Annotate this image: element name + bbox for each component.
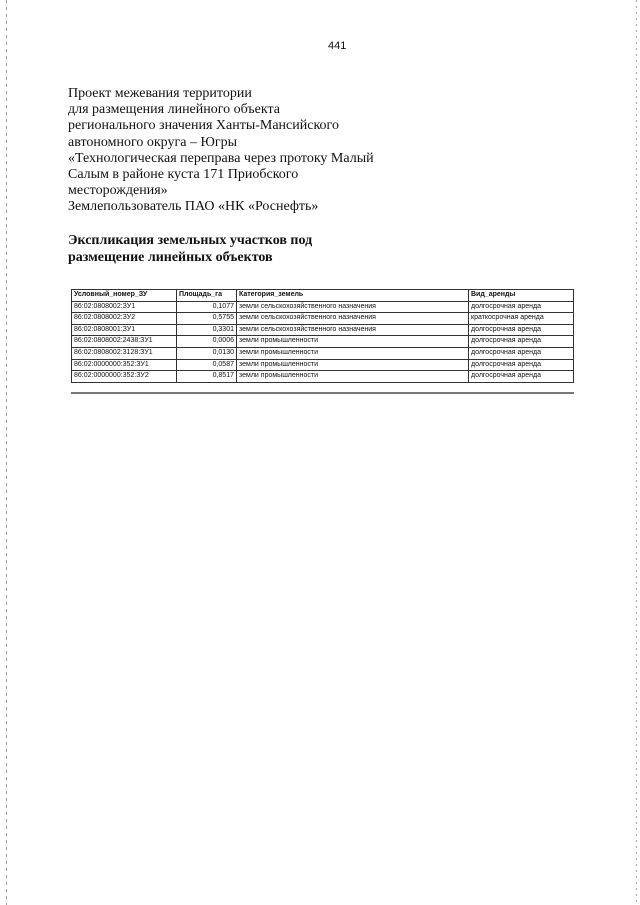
cell-plot-number: 86:02:0808002:ЗУ2 <box>72 313 177 325</box>
cell-area: 0,8517 <box>177 371 237 383</box>
section-title <box>68 232 312 266</box>
cell-land-category: земли промышленности <box>237 371 469 383</box>
cell-land-category: земли промышленности <box>237 347 469 359</box>
cell-land-category: земли промышленности <box>237 336 469 348</box>
cell-lease-type: долгосрочная аренда <box>469 347 574 359</box>
table-row <box>72 359 574 371</box>
cell-lease-type: долгосрочная аренда <box>469 336 574 348</box>
cell-land-category: земли промышленности <box>237 359 469 371</box>
cell-plot-number: 86:02:0808002:3128:ЗУ1 <box>72 347 177 359</box>
land-plots-table <box>71 289 574 383</box>
cell-plot-number: 86:02:0000000:352:ЗУ2 <box>72 371 177 383</box>
cell-area: 0,5755 <box>177 313 237 325</box>
cell-area: 0,1077 <box>177 301 237 313</box>
section-title-line: размещение линейных объектов <box>68 250 273 265</box>
table-header-row <box>72 290 574 302</box>
intro-line: «Технологическая переправа через протоку Малый <box>68 150 374 166</box>
table-row <box>72 313 574 325</box>
scan-edge-left <box>6 0 7 905</box>
cell-lease-type: долгосрочная аренда <box>469 359 574 371</box>
table-row <box>72 301 574 313</box>
header-plot-number: Условный_номер_ЗУ <box>72 290 177 302</box>
scan-edge-right <box>636 0 637 905</box>
intro-line: Землепользователь ПАО «НК «Роснефть» <box>68 199 319 215</box>
page-number: 441 <box>328 40 347 52</box>
project-description <box>68 86 428 216</box>
header-area: Площадь_га <box>177 290 237 302</box>
intro-line: Проект межевания территории <box>68 86 252 101</box>
intro-line: месторождения» <box>68 183 168 199</box>
section-title-line: Экспликация земельных участков под <box>68 233 313 248</box>
intro-line: Салым в районе куста 171 Приобского <box>68 167 299 183</box>
cell-area: 0,3301 <box>177 324 237 336</box>
cell-land-category: земли сельскохозяйственного назначения <box>237 324 469 336</box>
cell-area: 0,0006 <box>177 336 237 348</box>
cell-lease-type: долгосрочная аренда <box>469 371 574 383</box>
cell-land-category: земли сельскохозяйственного назначения <box>237 301 469 313</box>
cell-area: 0,0587 <box>177 359 237 371</box>
cell-area: 0,0130 <box>177 347 237 359</box>
cell-plot-number: 86:02:0000000:352:ЗУ1 <box>72 359 177 371</box>
table-row <box>72 324 574 336</box>
cell-lease-type: долгосрочная аренда <box>469 324 574 336</box>
table-row <box>72 336 574 348</box>
cell-land-category: земли сельскохозяйственного назначения <box>237 313 469 325</box>
header-land-category: Категория_земель <box>237 290 469 302</box>
intro-line: для размещения линейного объекта <box>68 102 280 118</box>
cell-lease-type: долгосрочная аренда <box>469 301 574 313</box>
intro-line: автономного округа – Югры <box>68 134 237 150</box>
table-row <box>72 347 574 359</box>
cell-plot-number: 86:02:0808001:ЗУ1 <box>72 324 177 336</box>
table-row <box>72 371 574 383</box>
intro-line: регионального значения Ханты-Мансийского <box>68 118 339 134</box>
cell-lease-type: краткосрочная аренда <box>469 313 574 325</box>
header-lease-type: Вид_аренды <box>469 290 574 302</box>
cell-plot-number: 86:02:0808002:ЗУ1 <box>72 301 177 313</box>
cell-plot-number: 86:02:0808002:2438:ЗУ1 <box>72 336 177 348</box>
table-bottom-shadow <box>71 392 574 394</box>
